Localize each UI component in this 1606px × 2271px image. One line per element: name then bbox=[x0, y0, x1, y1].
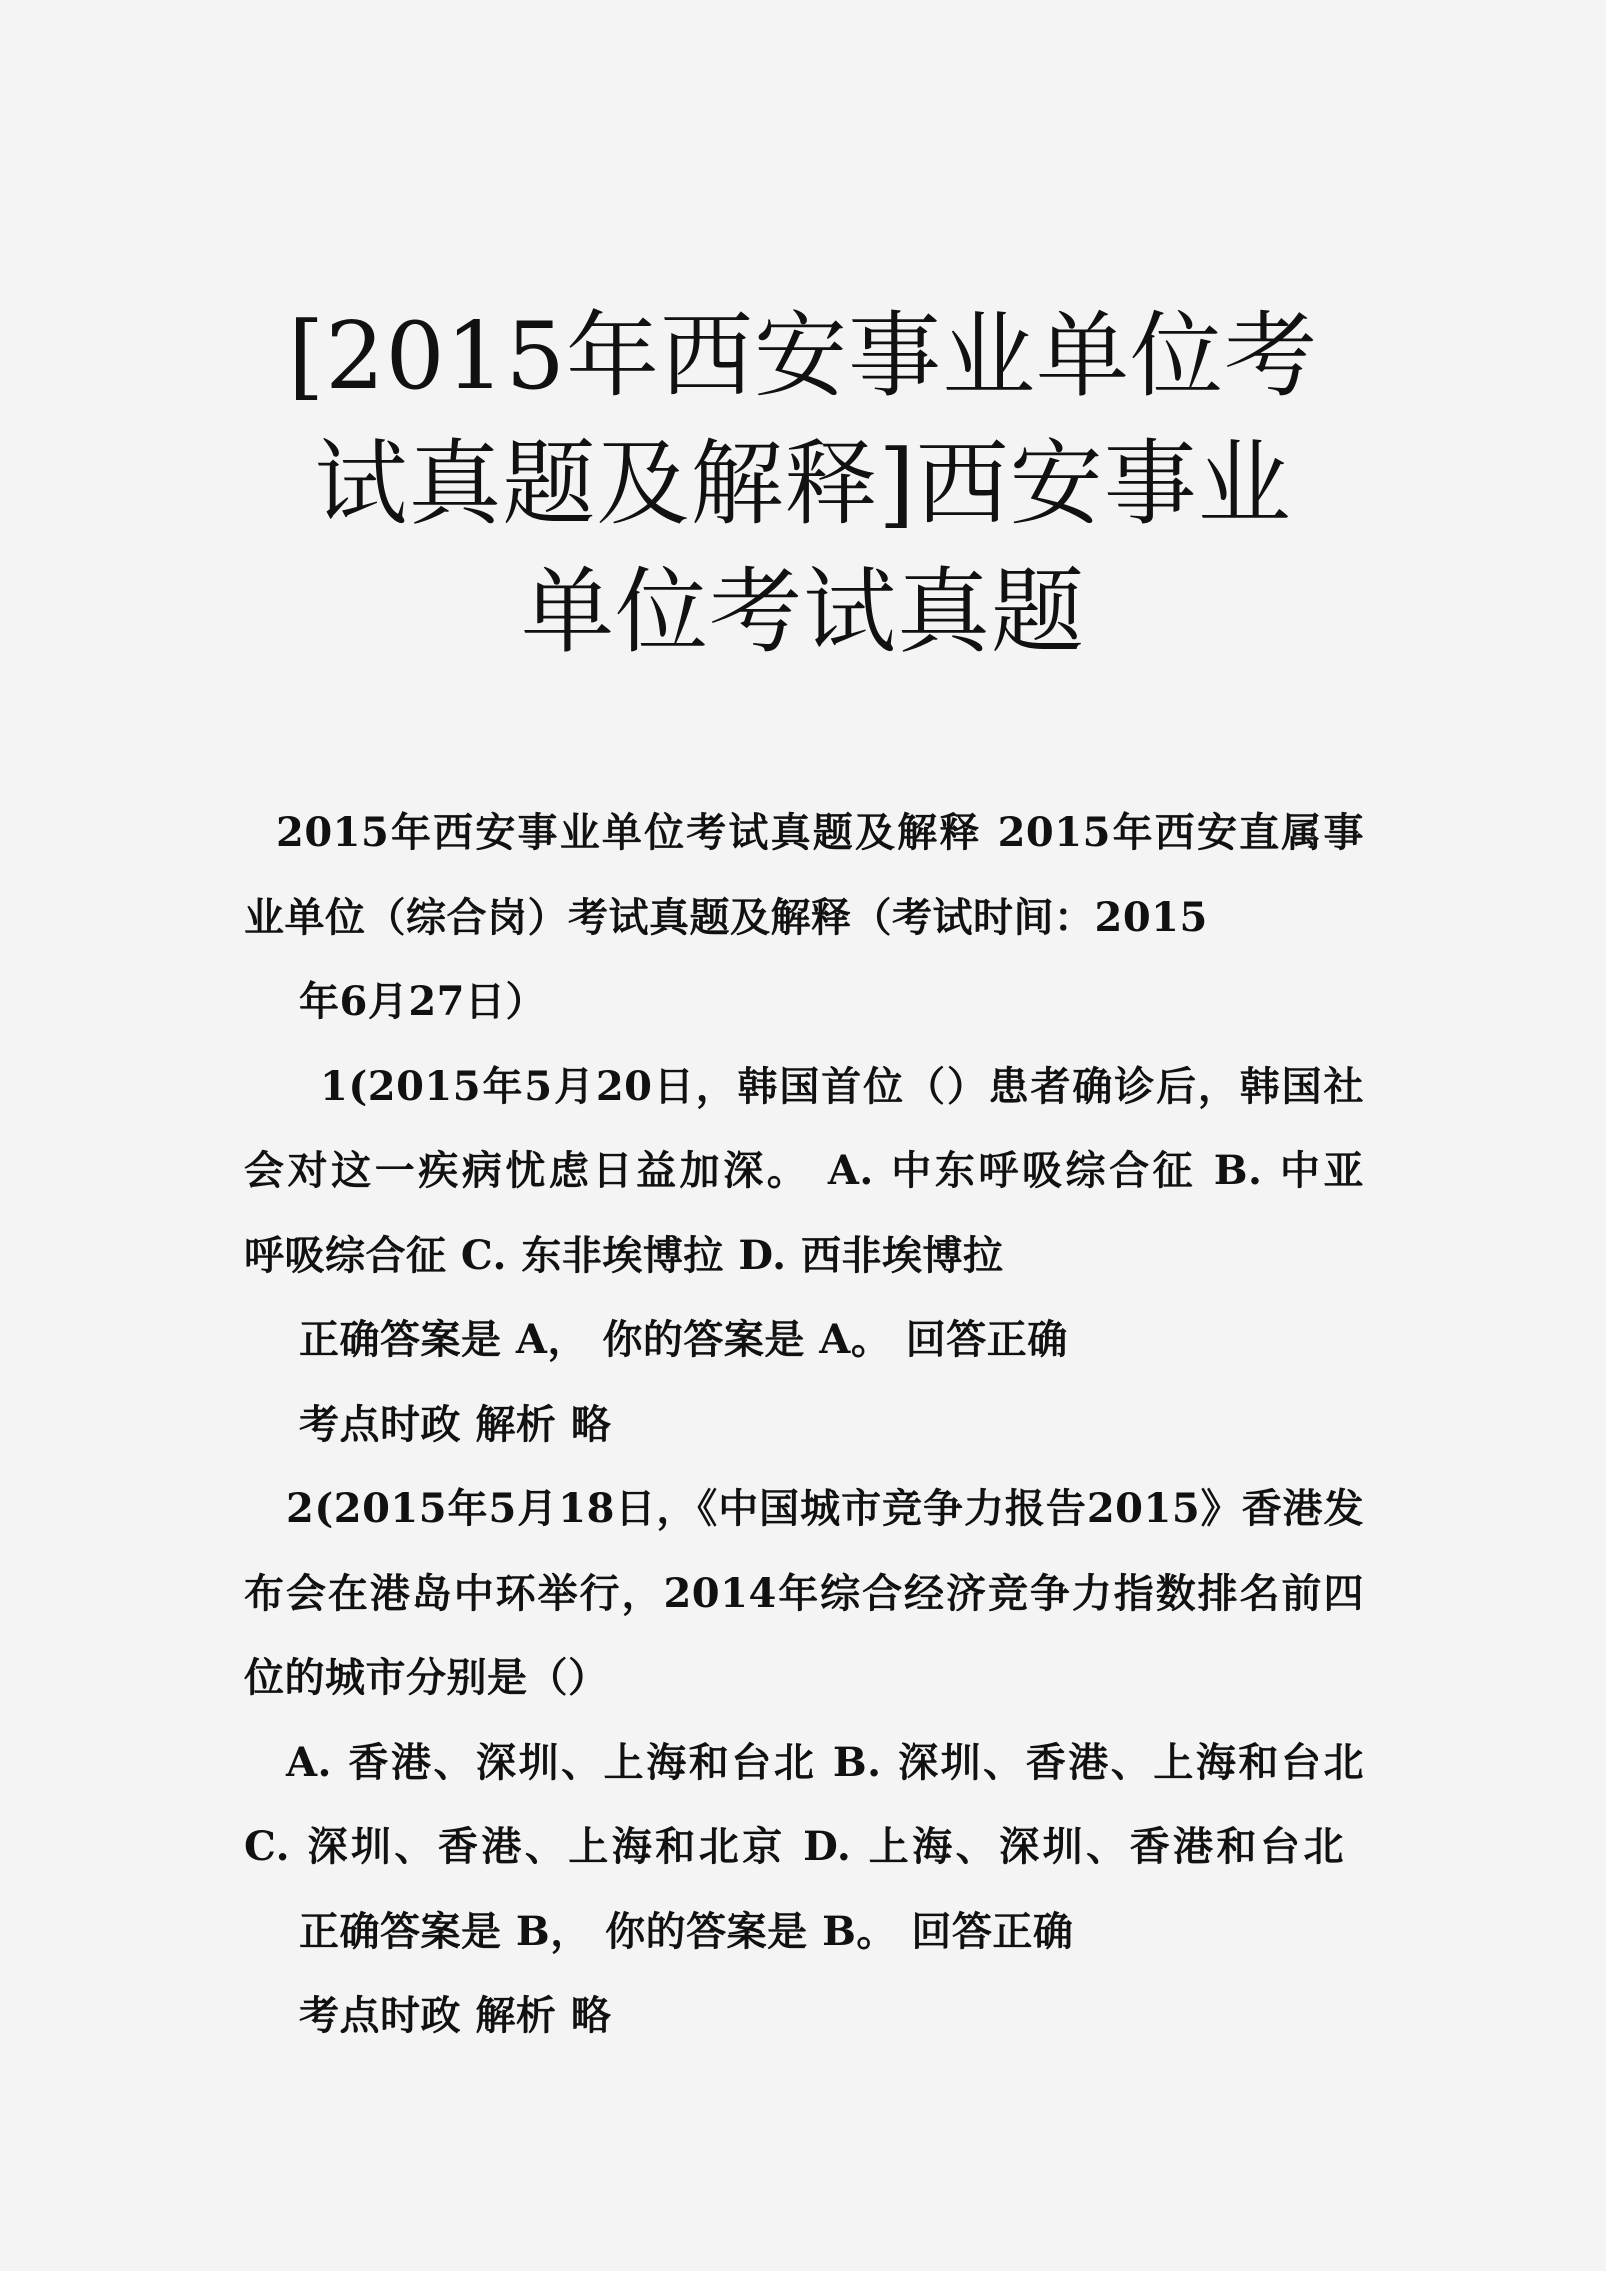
intro-line-1: 2015年西安事业单位考试真题及解释 2015年西安直属事 bbox=[276, 809, 1364, 856]
q2-options-line-1: A. 香港、深圳、上海和台北 B. 深圳、香港、上海和台北 bbox=[286, 1739, 1364, 1786]
q2-options-line-2: C. 深圳、香港、上海和北京 D. 上海、深圳、香港和台北 bbox=[244, 1823, 1344, 1870]
q2-analysis: 考点时政 解析 略 bbox=[299, 1992, 612, 2039]
q2-answer: 正确答案是 B， 你的答案是 B。 回答正确 bbox=[299, 1908, 1074, 1955]
q1-analysis: 考点时政 解析 略 bbox=[299, 1401, 612, 1448]
title-line-2: 试真题及解释]西安事业 bbox=[314, 430, 1292, 538]
intro-line-3: 年6月27日） bbox=[299, 978, 546, 1025]
q2-line-3: 位的城市分别是（） bbox=[244, 1654, 609, 1701]
q1-line-3: 呼吸综合征 C. 东非埃博拉 D. 西非埃博拉 bbox=[244, 1232, 1004, 1279]
q1-line-2: 会对这一疾病忧虑日益加深。 A. 中东呼吸综合征 B. 中亚 bbox=[244, 1147, 1364, 1194]
document-title bbox=[200, 292, 1406, 676]
q2-line-1: 2(2015年5月18日，《中国城市竞争力报告2015》香港发 bbox=[286, 1485, 1364, 1532]
title-line-3: 单位考试真题 bbox=[521, 558, 1085, 666]
q1-answer: 正确答案是 A， 你的答案是 A。 回答正确 bbox=[299, 1316, 1068, 1363]
title-line-1: [2015年西安事业单位考 bbox=[288, 302, 1318, 410]
q2-line-2: 布会在港岛中环举行，2014年综合经济竞争力指数排名前四 bbox=[244, 1570, 1364, 1617]
intro-line-2: 业单位（综合岗）考试真题及解释（考试时间：2015 bbox=[244, 894, 1208, 941]
q1-line-1: 1(2015年5月20日，韩国首位（）患者确诊后，韩国社 bbox=[320, 1063, 1364, 1110]
